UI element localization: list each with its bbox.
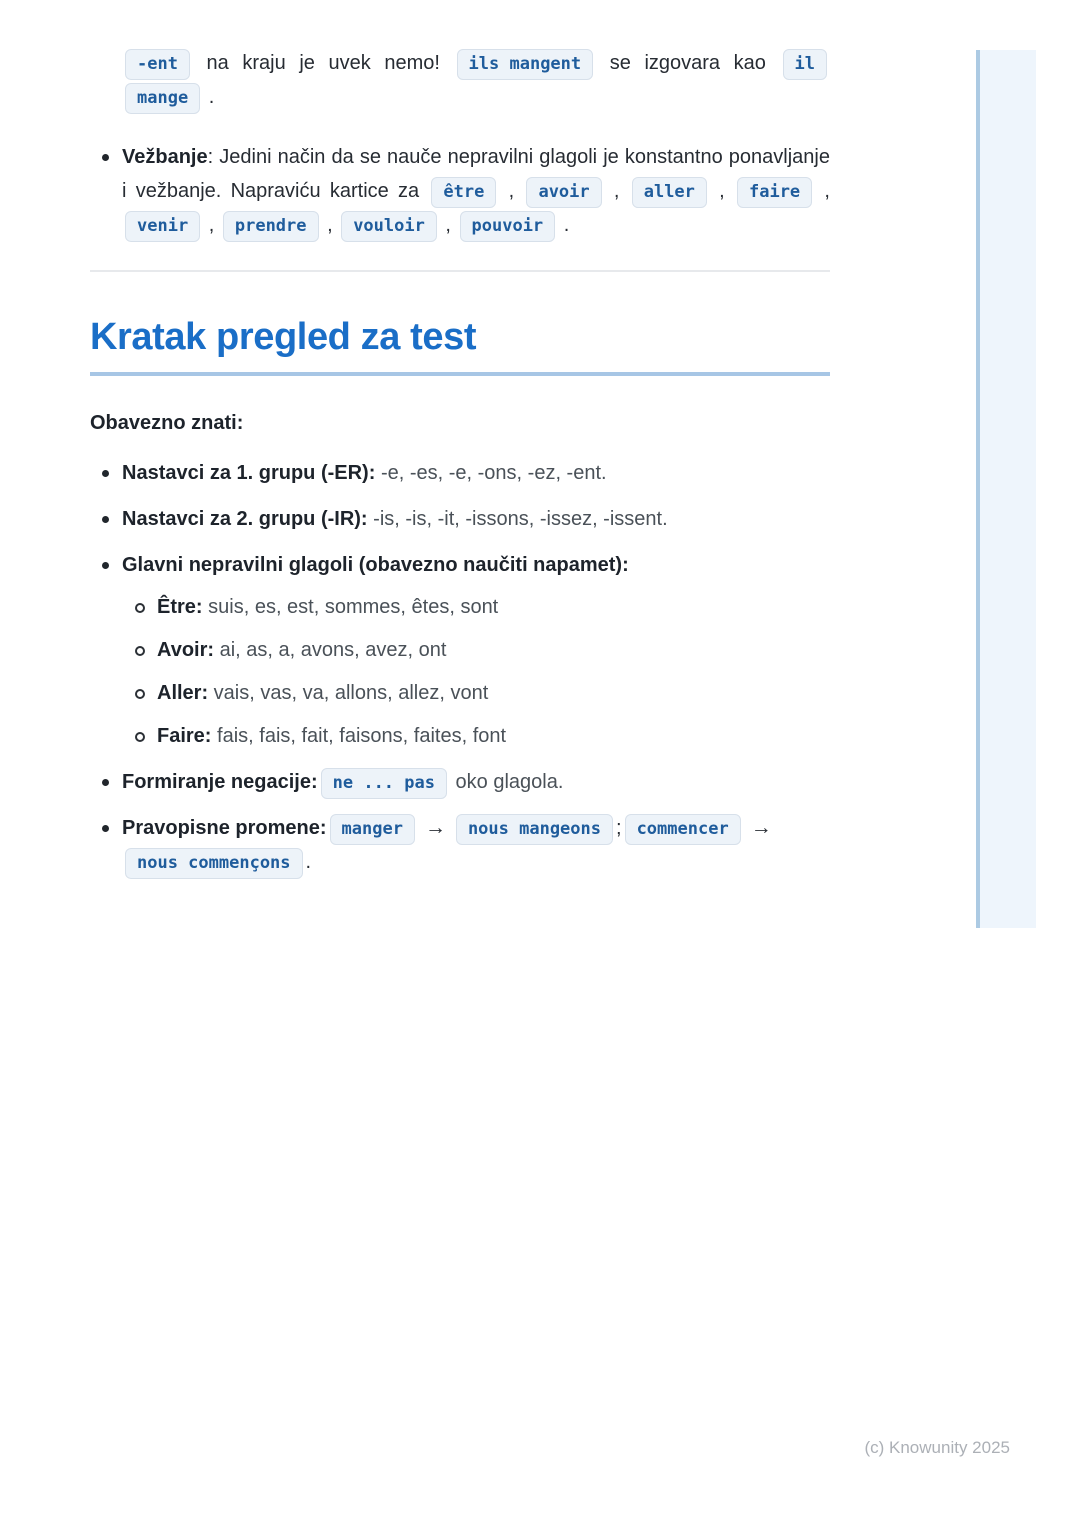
verb-label: Aller: xyxy=(157,682,209,704)
verb-label: Être: xyxy=(157,596,203,618)
separator: , xyxy=(321,214,339,236)
code-chip-venir: venir xyxy=(125,211,200,242)
item-value: -is, -is, -it, -issons, -issez, -issent. xyxy=(367,508,668,530)
must-know-label: Obavezno znati: xyxy=(90,412,244,434)
separator: , xyxy=(439,214,457,236)
code-chip-aller: aller xyxy=(632,177,707,208)
pronunciation-note xyxy=(122,0,830,114)
content-column xyxy=(90,0,830,891)
study-list xyxy=(90,456,830,879)
practice-list xyxy=(90,140,830,242)
sub-item-aller xyxy=(122,676,830,710)
list-item-endings-er xyxy=(90,456,830,490)
code-chip-ne-pas: ne ... pas xyxy=(321,768,447,799)
code-chip-etre: être xyxy=(431,177,496,208)
separator: , xyxy=(604,180,629,202)
code-chip-avoir: avoir xyxy=(526,177,601,208)
item-label: Nastavci za 1. grupu (-ER): xyxy=(122,462,376,484)
list-item-irregular-verbs xyxy=(90,548,830,753)
code-chip-il: il xyxy=(783,49,827,80)
practice-item xyxy=(90,140,830,242)
code-chip-ils-mangent: ils mangent xyxy=(457,49,594,80)
separator: , xyxy=(709,180,734,202)
verb-forms: vais, vas, va, allons, allez, vont xyxy=(208,682,489,704)
item-label: Formiranje negacije: xyxy=(122,771,318,793)
code-chip-nous-mangeons: nous mangeons xyxy=(456,814,613,845)
code-chip-pouvoir: pouvoir xyxy=(460,211,556,242)
code-chip-commencer: commencer xyxy=(625,814,741,845)
code-chip-prendre: prendre xyxy=(223,211,319,242)
verb-label: Avoir: xyxy=(157,639,215,661)
verb-forms: ai, as, a, avons, avez, ont xyxy=(214,639,447,661)
copyright-text: (c) Knowunity 2025 xyxy=(864,1438,1010,1457)
separator: , xyxy=(203,214,220,236)
code-chip-vouloir: vouloir xyxy=(341,211,437,242)
section-heading: Kratak pregled za test xyxy=(90,314,830,376)
note-text: . xyxy=(203,86,215,108)
list-item-endings-ir xyxy=(90,502,830,536)
sub-item-etre xyxy=(122,590,830,624)
sentence-end: . xyxy=(305,851,312,873)
item-value: oko glagola. xyxy=(449,771,564,793)
note-text: na kraju je uvek nemo! xyxy=(192,52,454,74)
code-chip-nous-commencons: nous commençons xyxy=(125,848,303,879)
practice-text: : Jedini način da se nauče nepravilni glagoli je konstantno ponavljanje i vežbanje. Napraviću kartice za xyxy=(122,146,830,202)
list-item-negation xyxy=(90,765,830,799)
code-chip-manger: manger xyxy=(330,814,415,845)
irregular-verbs-sublist xyxy=(122,590,830,753)
separator: , xyxy=(815,180,830,202)
code-chip-mange: mange xyxy=(125,83,200,114)
separator: , xyxy=(499,180,524,202)
arrow-right-icon: → xyxy=(750,816,772,839)
page-edge-strip xyxy=(976,50,1036,928)
verb-forms: suis, es, est, sommes, êtes, sont xyxy=(202,596,499,618)
item-label: Nastavci za 2. grupu (-IR): xyxy=(122,508,368,530)
code-chip-ent: -ent xyxy=(125,49,190,80)
note-text: se izgovara kao xyxy=(596,52,780,74)
item-label: Pravopisne promene: xyxy=(122,817,327,839)
code-chip-faire: faire xyxy=(737,177,812,208)
item-label: Glavni nepravilni glagoli (obavezno naučiti napamet): xyxy=(122,554,629,576)
section-divider xyxy=(90,270,830,272)
sub-item-avoir xyxy=(122,633,830,667)
practice-label: Vežbanje xyxy=(122,146,208,168)
semicolon: ; xyxy=(616,817,622,839)
item-value: -e, -es, -e, -ons, -ez, -ent. xyxy=(375,462,607,484)
sub-item-faire xyxy=(122,719,830,753)
verb-forms: fais, fais, fait, faisons, faites, font xyxy=(211,725,507,747)
list-item-spelling-changes xyxy=(90,811,830,879)
arrow-right-icon: → xyxy=(424,816,446,839)
sentence-end: . xyxy=(558,214,570,236)
verb-label: Faire: xyxy=(157,725,212,747)
